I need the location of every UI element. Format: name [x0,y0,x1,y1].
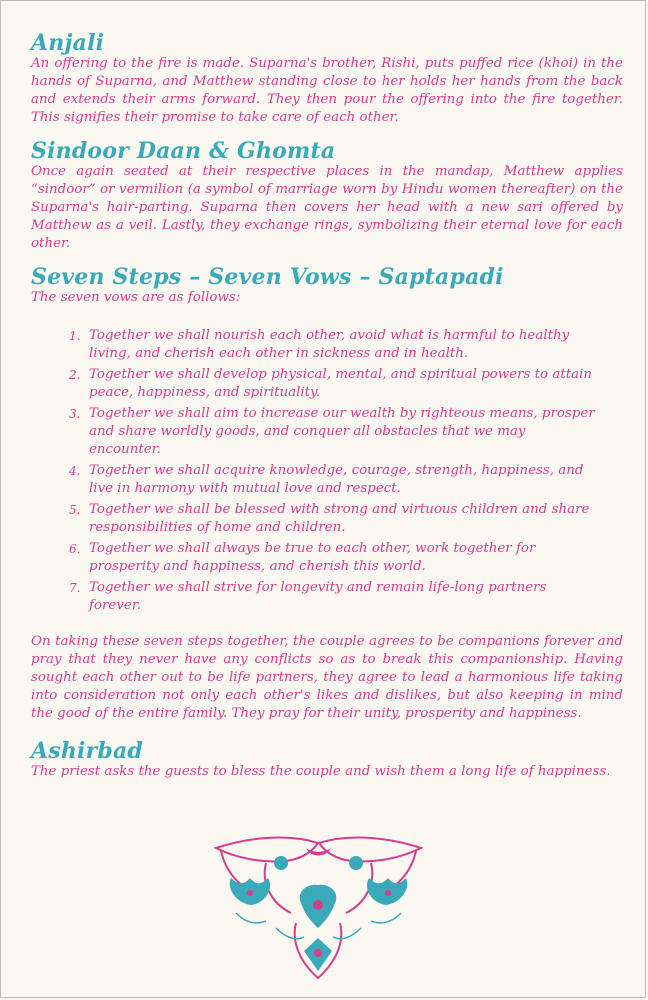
ceremony-text [31,31,623,793]
vow-item [69,501,599,537]
vow-item [69,540,599,576]
vow-text: Together we shall develop physical, mental, and spiritual powers to attain peace, happiness, and spirituality. [89,367,592,400]
vow-number: 3. [69,407,81,421]
vow-text: Together we shall always be true to each other, work together for prosperity and happiness, and cherish this world. [89,541,536,574]
section-sindoor [31,139,623,253]
vows-intro: The seven vows are as follows: [31,290,241,305]
heading-anjali: Anjali [31,30,105,56]
vow-number: 4. [69,464,81,478]
section-anjali [31,31,623,127]
vow-number: 7. [69,581,81,595]
vow-item [69,327,599,363]
vow-number: 5. [69,503,81,517]
paragraph-anjali: An offering to the fire is made. Suparna's brother, Rishi, puts puffed rice (khoi) in the hands of Suparna, and Matthew standing close to her holds her hands from the back and extends their arms forward. They then pour the offering into the fire together. This signifies their promise to take care of each other. [31,56,623,125]
vow-text: Together we shall acquire knowledge, courage, strength, happiness, and live in harmony with mutual love and respect. [89,463,584,496]
vow-item [69,579,599,615]
vow-item [69,462,599,498]
paisley-lotus-ornament-icon [206,833,431,983]
paragraph-ashirbad: The priest asks the guests to bless the couple and wish them a long life of happiness. [31,764,611,779]
vow-number: 1. [69,329,81,343]
paragraph-saptapadi-closing: On taking these seven steps together, the couple agrees to be companions forever and pray that they never have any conflicts so as to break this companionship. Having sought each other out to be life partners, they agree to lead a harmonious life taking into consideration not only each other's likes and dislikes, but also keeping in mind the good of the entire family. They pray for their unity, prosperity and happiness. [31,634,623,721]
vow-text: Together we shall nourish each other, avoid what is harmful to healthy living, and cherish each other in sickness and in health. [89,328,570,361]
paragraph-sindoor-daan: Once again seated at their respective places in the mandap, Matthew applies “sindoor” or vermilion (a symbol of marriage worn by Hindu women thereafter) on the Suparna's hair-parting. Suparna then covers her head with a new sari offered by Matthew as a veil. Lastly, they exchange rings, symbolizing their eternal love for each other. [31,164,623,251]
heading-sindoor-daan: Sindoor Daan & Ghomta [31,138,336,164]
vow-number: 2. [69,368,81,382]
heading-ashirbad: Ashirbad [31,738,144,764]
vow-number: 6. [69,542,81,556]
heading-saptapadi: Seven Steps – Seven Vows – Saptapadi [31,264,504,290]
vow-text: Together we shall aim to increase our wealth by righteous means, prosper and share worldly goods, and conquer all obstacles that we may encounter. [89,406,595,457]
section-saptapadi [31,265,623,723]
vow-item [69,405,599,459]
vow-text: Together we shall be blessed with strong and virtuous children and share responsibilities of home and children. [89,502,590,535]
vow-text: Together we shall strive for longevity and remain life-long partners forever. [89,580,547,613]
section-ashirbad [31,739,623,781]
vows-list [31,327,623,615]
vow-item [69,366,599,402]
